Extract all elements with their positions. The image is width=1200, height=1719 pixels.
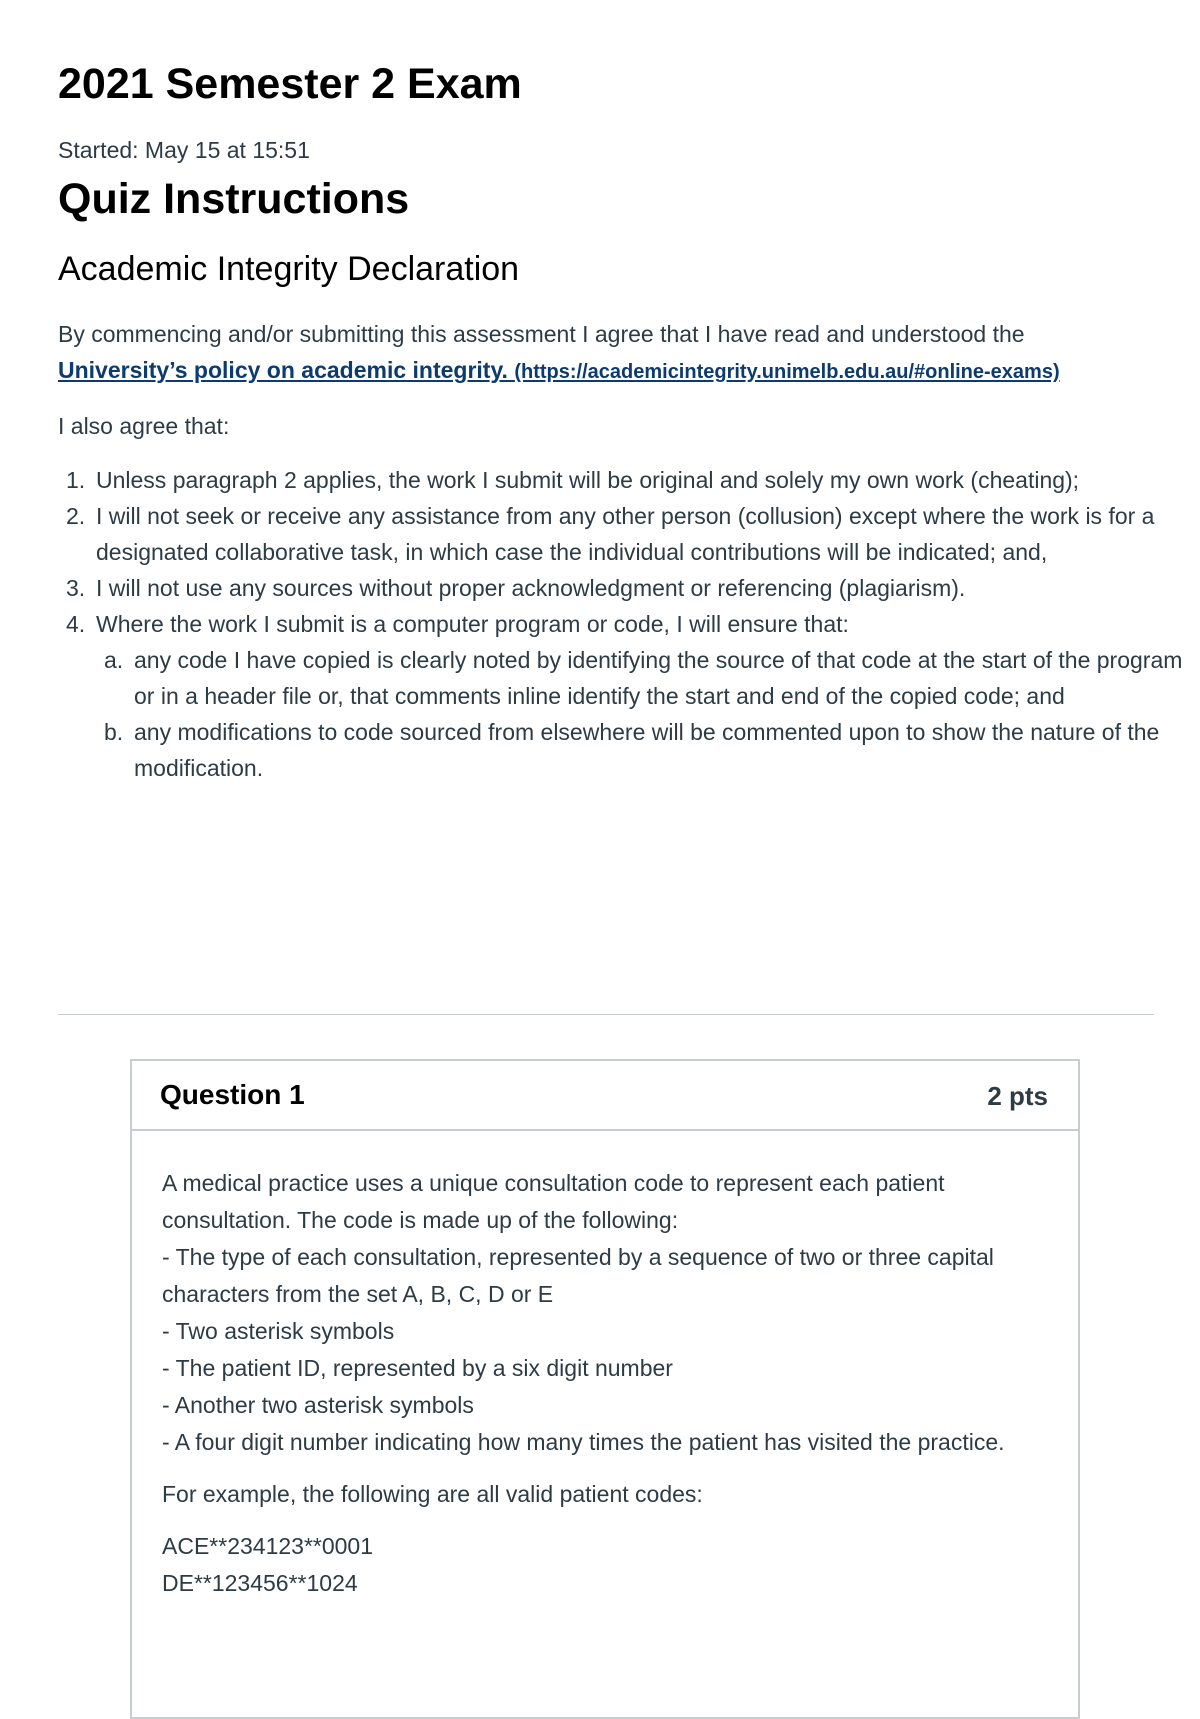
quiz-instructions-heading: Quiz Instructions [58, 175, 410, 223]
question-text-line: - The patient ID, represented by a six digit number [162, 1355, 673, 1381]
policy-link-text: University’s policy on academic integrity. [58, 357, 508, 383]
question-text-line: - Two asterisk symbols [162, 1318, 395, 1344]
sub-list-item [104, 642, 1196, 714]
declaration-intro [58, 316, 1158, 390]
list-item-number: 2. [66, 503, 86, 529]
code-sub-list [96, 642, 1196, 786]
question-text-line: - Another two asterisk symbols [162, 1392, 474, 1418]
academic-integrity-heading: Academic Integrity Declaration [58, 250, 520, 288]
list-item [66, 498, 1196, 570]
question-header [132, 1061, 1078, 1131]
started-timestamp: Started: May 15 at 15:51 [58, 137, 310, 163]
agreement-list [58, 462, 1196, 786]
example-code: DE**123456**1024 [162, 1570, 358, 1596]
question-card [130, 1059, 1080, 1719]
list-item-text: Unless paragraph 2 applies, the work I submit will be original and solely my own work (cheating); [96, 467, 1080, 493]
sub-list-item-letter: a. [104, 647, 124, 673]
policy-link-url: (https://academicintegrity.unimelb.edu.au/#online-exams) [514, 361, 1060, 383]
example-code: ACE**234123**0001 [162, 1533, 374, 1559]
section-divider [58, 1014, 1154, 1015]
also-agree-text: I also agree that: [58, 413, 230, 439]
list-item-number: 1. [66, 467, 86, 493]
list-item-text: I will not seek or receive any assistance from any other person (collusion) except where the work is for a designated collaborative task, in which case the individual contributions will be indicated; and, [96, 503, 1155, 565]
list-item-text: I will not use any sources without proper acknowledgment or referencing (plagiarism). [96, 575, 966, 601]
list-item-text: Where the work I submit is a computer program or code, I will ensure that: [96, 611, 849, 637]
list-item-number: 4. [66, 611, 86, 637]
sub-list-item-letter: b. [104, 719, 124, 745]
question-text-line: A medical practice uses a unique consultation code to represent each patient consultation. The code is made up of the following: [162, 1170, 945, 1233]
declaration-intro-text: By commencing and/or submitting this assessment I agree that I have read and understood the [58, 321, 1025, 347]
list-item [66, 570, 1196, 606]
sub-list-item-text: any modifications to code sourced from elsewhere will be commented upon to show the nature of the modification. [134, 719, 1160, 781]
question-title: Question 1 [160, 1079, 305, 1110]
question-text-line: - The type of each consultation, represented by a sequence of two or three capital characters from the set A, B, C, D or E [162, 1244, 994, 1307]
question-points: 2 pts [987, 1081, 1048, 1111]
list-item-number: 3. [66, 575, 86, 601]
sub-list-item [104, 714, 1196, 786]
list-item [66, 462, 1196, 498]
academic-integrity-policy-link[interactable] [58, 357, 1060, 383]
sub-list-item-text: any code I have copied is clearly noted by identifying the source of that code at the start of the program or in a header file or, that comments inline identify the start and end of the copied code; and [134, 647, 1183, 709]
exam-title: 2021 Semester 2 Exam [58, 60, 522, 108]
example-intro: For example, the following are all valid patient codes: [162, 1481, 703, 1507]
question-body [162, 1165, 1062, 1602]
list-item [66, 606, 1196, 786]
question-text-line: - A four digit number indicating how many times the patient has visited the practice. [162, 1429, 1005, 1455]
